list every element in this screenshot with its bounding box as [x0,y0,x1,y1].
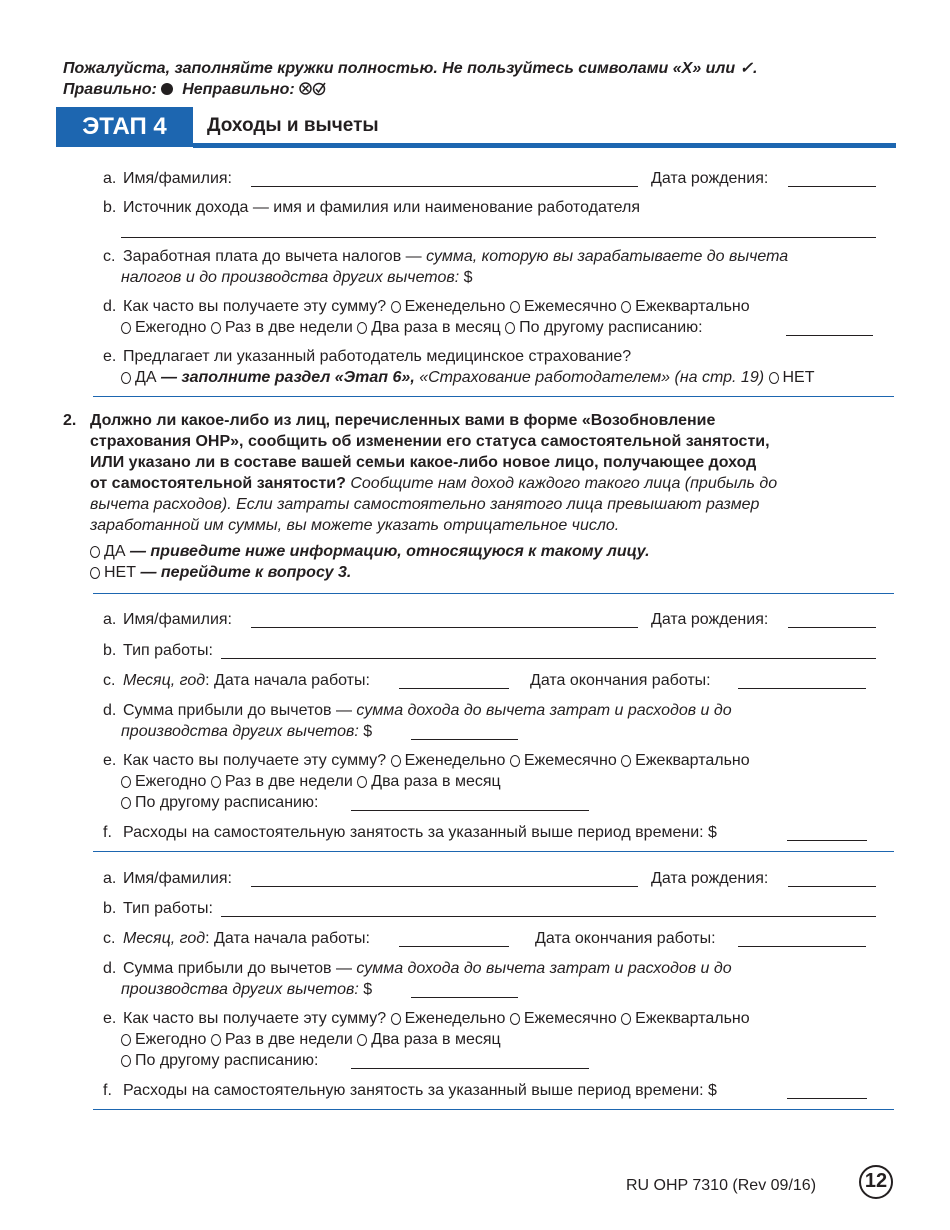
section-divider [93,396,894,397]
se2-work-type-row: b. Тип работы: [103,900,213,917]
page-number: 12 [859,1165,893,1199]
radio-se2-weekly[interactable] [391,1013,401,1025]
radio-se1-other[interactable] [121,797,131,809]
se1-frequency-row-3: По другому расписанию: [121,792,318,813]
question2-no-row: НЕТ — перейдите к вопросу 3. [90,562,351,583]
se1-start-date-field[interactable] [399,673,509,689]
section-divider [93,593,894,594]
radio-se2-quarterly[interactable] [621,1013,631,1025]
se2-end-date-field[interactable] [738,931,866,947]
se2-dob-label: Дата рождения: [651,870,769,887]
radio-se2-yearly[interactable] [121,1034,131,1046]
pay-frequency-other-field[interactable] [786,320,873,336]
se2-name-field[interactable] [251,871,638,887]
radio-se1-twice-month[interactable] [357,776,367,788]
se1-end-date-field[interactable] [738,673,866,689]
se1-name-row: a. Имя/фамилия: [103,611,232,628]
radio-twice-month[interactable] [357,322,367,334]
pay-frequency-row-2: Ежегодно Раз в две недели Два раза в месяц По другому расписанию: [121,317,703,338]
se2-dates-row: c. Месяц, год: Дата начала работы: [103,930,370,947]
radio-insurance-yes[interactable] [121,372,131,384]
se2-start-date-field[interactable] [399,931,509,947]
income-source-row: b. Источник дохода — имя и фамилия или наименование работодателя [103,199,641,216]
se2-frequency-row-2: Ежегодно Раз в две недели Два раза в месяц [121,1029,501,1050]
se1-profit-row-2: производства других вычетов: $ [121,723,373,740]
se1-frequency-row: e. Как часто вы получаете эту сумму? Еженедельно Ежемесячно Ежеквартально [103,752,750,769]
income-source-field[interactable] [121,222,876,238]
se1-dates-row: c. Месяц, год: Дата начала работы: [103,672,370,689]
se1-dob-label: Дата рождения: [651,611,769,628]
stage-rule [193,143,896,148]
pay-frequency-row: d. Как часто вы получаете эту сумму? Еженедельно Ежемесячно Ежеквартально [103,298,750,315]
se2-work-type-field[interactable] [221,901,876,917]
radio-se1-monthly[interactable] [510,755,520,767]
se2-profit-field[interactable] [411,982,518,998]
radio-se2-biweekly[interactable] [211,1034,221,1046]
se1-end-date-label: Дата окончания работы: [530,672,711,689]
employer-dob-label: Дата рождения: [651,170,769,187]
radio-se1-weekly[interactable] [391,755,401,767]
section-divider [93,851,894,852]
radio-quarterly[interactable] [621,301,631,313]
insurance-row: e. Предлагает ли указанный работодатель медицинское страхование? [103,348,632,365]
question-number: 2. [63,412,77,429]
radio-biweekly[interactable] [211,322,221,334]
radio-other[interactable] [505,322,515,334]
section-divider [93,1109,894,1110]
radio-yearly[interactable] [121,322,131,334]
radio-monthly[interactable] [510,301,520,313]
radio-insurance-no[interactable] [769,372,779,384]
incorrect-marks-icon [299,81,327,96]
se2-profit-row-2: производства других вычетов: $ [121,981,373,998]
se2-profit-row: d. Сумма прибыли до вычетов — сумма дохода до вычета затрат и расходов и до [103,960,732,977]
radio-q2-yes[interactable] [90,546,100,558]
form-id: RU OHP 7310 (Rev 09/16) [626,1177,817,1194]
question2-text: Должно ли какое-либо из лиц, перечисленных вами в форме «Возобновление страхования OHP», сообщить об изменении его статуса самостоятельной занятости, ИЛИ указано ли в составе вашей семьи какое-либо новое лицо, получающее доход от самостоятельной занятости? Сообщите нам доход каждого такого лица (прибыль до вычета расходов). Если затраты самостоятельно занятого лица превышают размер заработанной им суммы, вы можете указать отрицательное число. [90,412,778,534]
stage-label: ЭТАП 4 [56,107,193,147]
radio-se2-twice-month[interactable] [357,1034,367,1046]
filled-circle-icon [161,83,173,95]
radio-se1-biweekly[interactable] [211,776,221,788]
se2-expenses-row: f. Расходы на самостоятельную занятость за указанный выше период времени: $ [103,1082,717,1099]
se1-other-field[interactable] [351,795,589,811]
question2-yes-row: ДА — приведите ниже информацию, относящуюся к такому лицу. [90,541,650,562]
se2-frequency-row: e. Как часто вы получаете эту сумму? Еженедельно Ежемесячно Ежеквартально [103,1010,750,1027]
se1-work-type-field[interactable] [221,643,876,659]
instructions [63,58,757,100]
radio-se2-monthly[interactable] [510,1013,520,1025]
gross-wage-row-2: налогов и до производства других вычетов: $ [121,269,473,286]
se2-other-field[interactable] [351,1053,589,1069]
stage-banner [56,107,896,151]
radio-se2-other[interactable] [121,1055,131,1067]
employer-dob-field[interactable] [788,171,876,187]
se1-work-type-row: b. Тип работы: [103,642,213,659]
radio-weekly[interactable] [391,301,401,313]
employer-name-row: a. Имя/фамилия: [103,170,232,187]
se1-dob-field[interactable] [788,612,876,628]
se1-profit-row: d. Сумма прибыли до вычетов — сумма дохода до вычета затрат и расходов и до [103,702,732,719]
se2-frequency-row-3: По другому расписанию: [121,1050,318,1071]
se2-dob-field[interactable] [788,871,876,887]
stage-title: Доходы и вычеты [207,115,379,136]
se2-expenses-field[interactable] [787,1083,867,1099]
instructions-line2: Правильно: Неправильно: [63,79,757,100]
radio-q2-no[interactable] [90,567,100,579]
se1-name-field[interactable] [251,612,638,628]
se1-expenses-field[interactable] [787,825,867,841]
gross-wage-row: c. Заработная плата до вычета налогов — сумма, которую вы зарабатываете до вычета [103,248,789,265]
se1-profit-field[interactable] [411,724,518,740]
se1-expenses-row: f. Расходы на самостоятельную занятость за указанный выше период времени: $ [103,824,717,841]
insurance-options: ДА — заполните раздел «Этап 6», «Страхование работодателем» (на стр. 19) НЕТ [121,367,815,388]
radio-se1-quarterly[interactable] [621,755,631,767]
se2-end-date-label: Дата окончания работы: [535,930,716,947]
se2-name-row: a. Имя/фамилия: [103,870,232,887]
instructions-line1: Пожалуйста, заполняйте кружки полностью. Не пользуйтесь символами «X» или ✓. [63,60,758,77]
se1-frequency-row-2: Ежегодно Раз в две недели Два раза в месяц [121,771,501,792]
employer-name-field[interactable] [251,171,638,187]
radio-se1-yearly[interactable] [121,776,131,788]
